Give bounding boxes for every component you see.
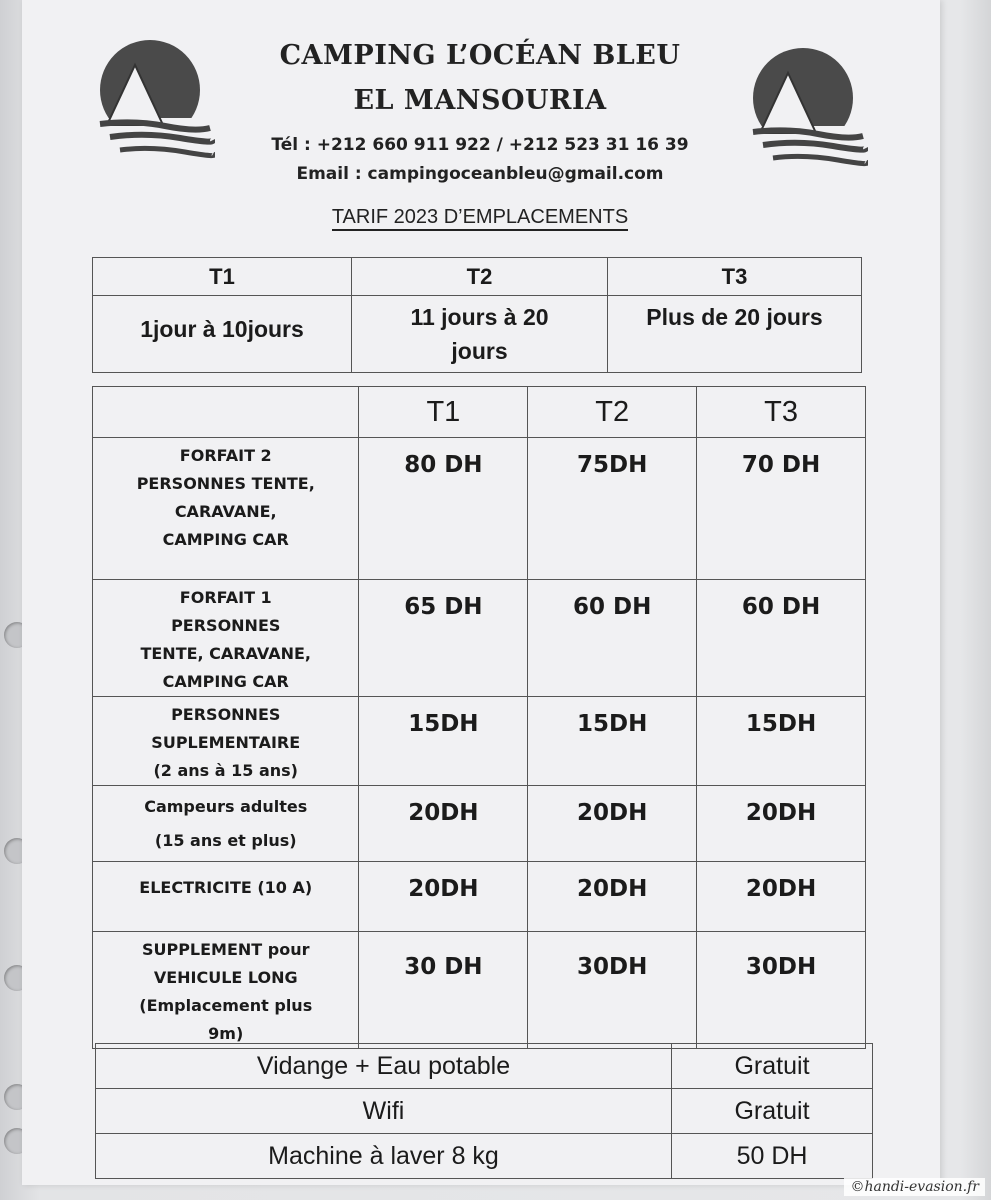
row-label: PERSONNES SUPLEMENTAIRE (2 ans à 15 ans) <box>93 697 359 786</box>
price-cell: 15DH <box>697 697 866 786</box>
price-cell: 70 DH <box>697 438 866 580</box>
table-row <box>96 1044 873 1089</box>
campsite-name: CAMPING L’OCÉAN BLEU <box>279 40 681 71</box>
service-name: Vidange + Eau potable <box>96 1044 672 1089</box>
price-cell: 20DH <box>528 862 697 932</box>
services-table <box>95 1043 873 1179</box>
period-code: T2 <box>352 258 608 296</box>
table-row <box>93 786 866 862</box>
price-cell: 60 DH <box>697 580 866 697</box>
table-row <box>93 932 866 1049</box>
table-row <box>93 862 866 932</box>
row-label: ELECTRICITE (10 A) <box>93 862 359 932</box>
price-cell: 20DH <box>359 786 528 862</box>
row-label: FORFAIT 2 PERSONNES TENTE, CARAVANE, CAMPING CAR <box>93 438 359 580</box>
period-range: Plus de 20 jours <box>608 296 862 373</box>
row-label: Campeurs adultes (15 ans et plus) <box>93 786 359 862</box>
price-cell: 75DH <box>528 438 697 580</box>
phone-numbers: Tél : +212 660 911 922 / +212 523 31 16 39 <box>271 135 689 155</box>
price-cell: 15DH <box>359 697 528 786</box>
price-cell: 20DH <box>528 786 697 862</box>
price-cell: 60 DH <box>528 580 697 697</box>
tarif-heading: TARIF 2023 D’EMPLACEMENTS <box>200 206 760 229</box>
table-row <box>93 438 866 580</box>
service-name: Wifi <box>96 1089 672 1134</box>
table-row <box>96 1089 873 1134</box>
period-table <box>92 257 862 373</box>
campsite-location: EL MANSOURIA <box>353 85 607 116</box>
email-address: Email : campingoceanbleu@gmail.com <box>296 164 664 184</box>
table-row <box>93 580 866 697</box>
price-cell: 20DH <box>697 786 866 862</box>
service-price: Gratuit <box>672 1089 873 1134</box>
column-header: T2 <box>528 387 697 438</box>
sailboat-sunset-icon <box>748 48 868 173</box>
price-cell: 30DH <box>697 932 866 1049</box>
period-range: 1jour à 10jours <box>93 296 352 373</box>
column-header: T1 <box>359 387 528 438</box>
table-row <box>93 697 866 786</box>
price-cell: 20DH <box>359 862 528 932</box>
service-name: Machine à laver 8 kg <box>96 1134 672 1179</box>
period-range: 11 jours à 20 jours <box>352 296 608 373</box>
period-code: T3 <box>608 258 862 296</box>
blank-header <box>93 387 359 438</box>
price-cell: 80 DH <box>359 438 528 580</box>
row-label: SUPPLEMENT pour VEHICULE LONG (Emplacement plus 9m) <box>93 932 359 1049</box>
sailboat-sunset-icon <box>95 40 215 165</box>
price-cell: 30DH <box>528 932 697 1049</box>
watermark: ©handi-evasion.fr <box>844 1178 985 1196</box>
row-label: FORFAIT 1 PERSONNES TENTE, CARAVANE, CAMPING CAR <box>93 580 359 697</box>
price-cell: 15DH <box>528 697 697 786</box>
service-price: 50 DH <box>672 1134 873 1179</box>
period-code: T1 <box>93 258 352 296</box>
table-row <box>96 1134 873 1179</box>
service-price: Gratuit <box>672 1044 873 1089</box>
price-cell: 65 DH <box>359 580 528 697</box>
price-table <box>92 386 866 1049</box>
column-header: T3 <box>697 387 866 438</box>
price-cell: 20DH <box>697 862 866 932</box>
price-cell: 30 DH <box>359 932 528 1049</box>
